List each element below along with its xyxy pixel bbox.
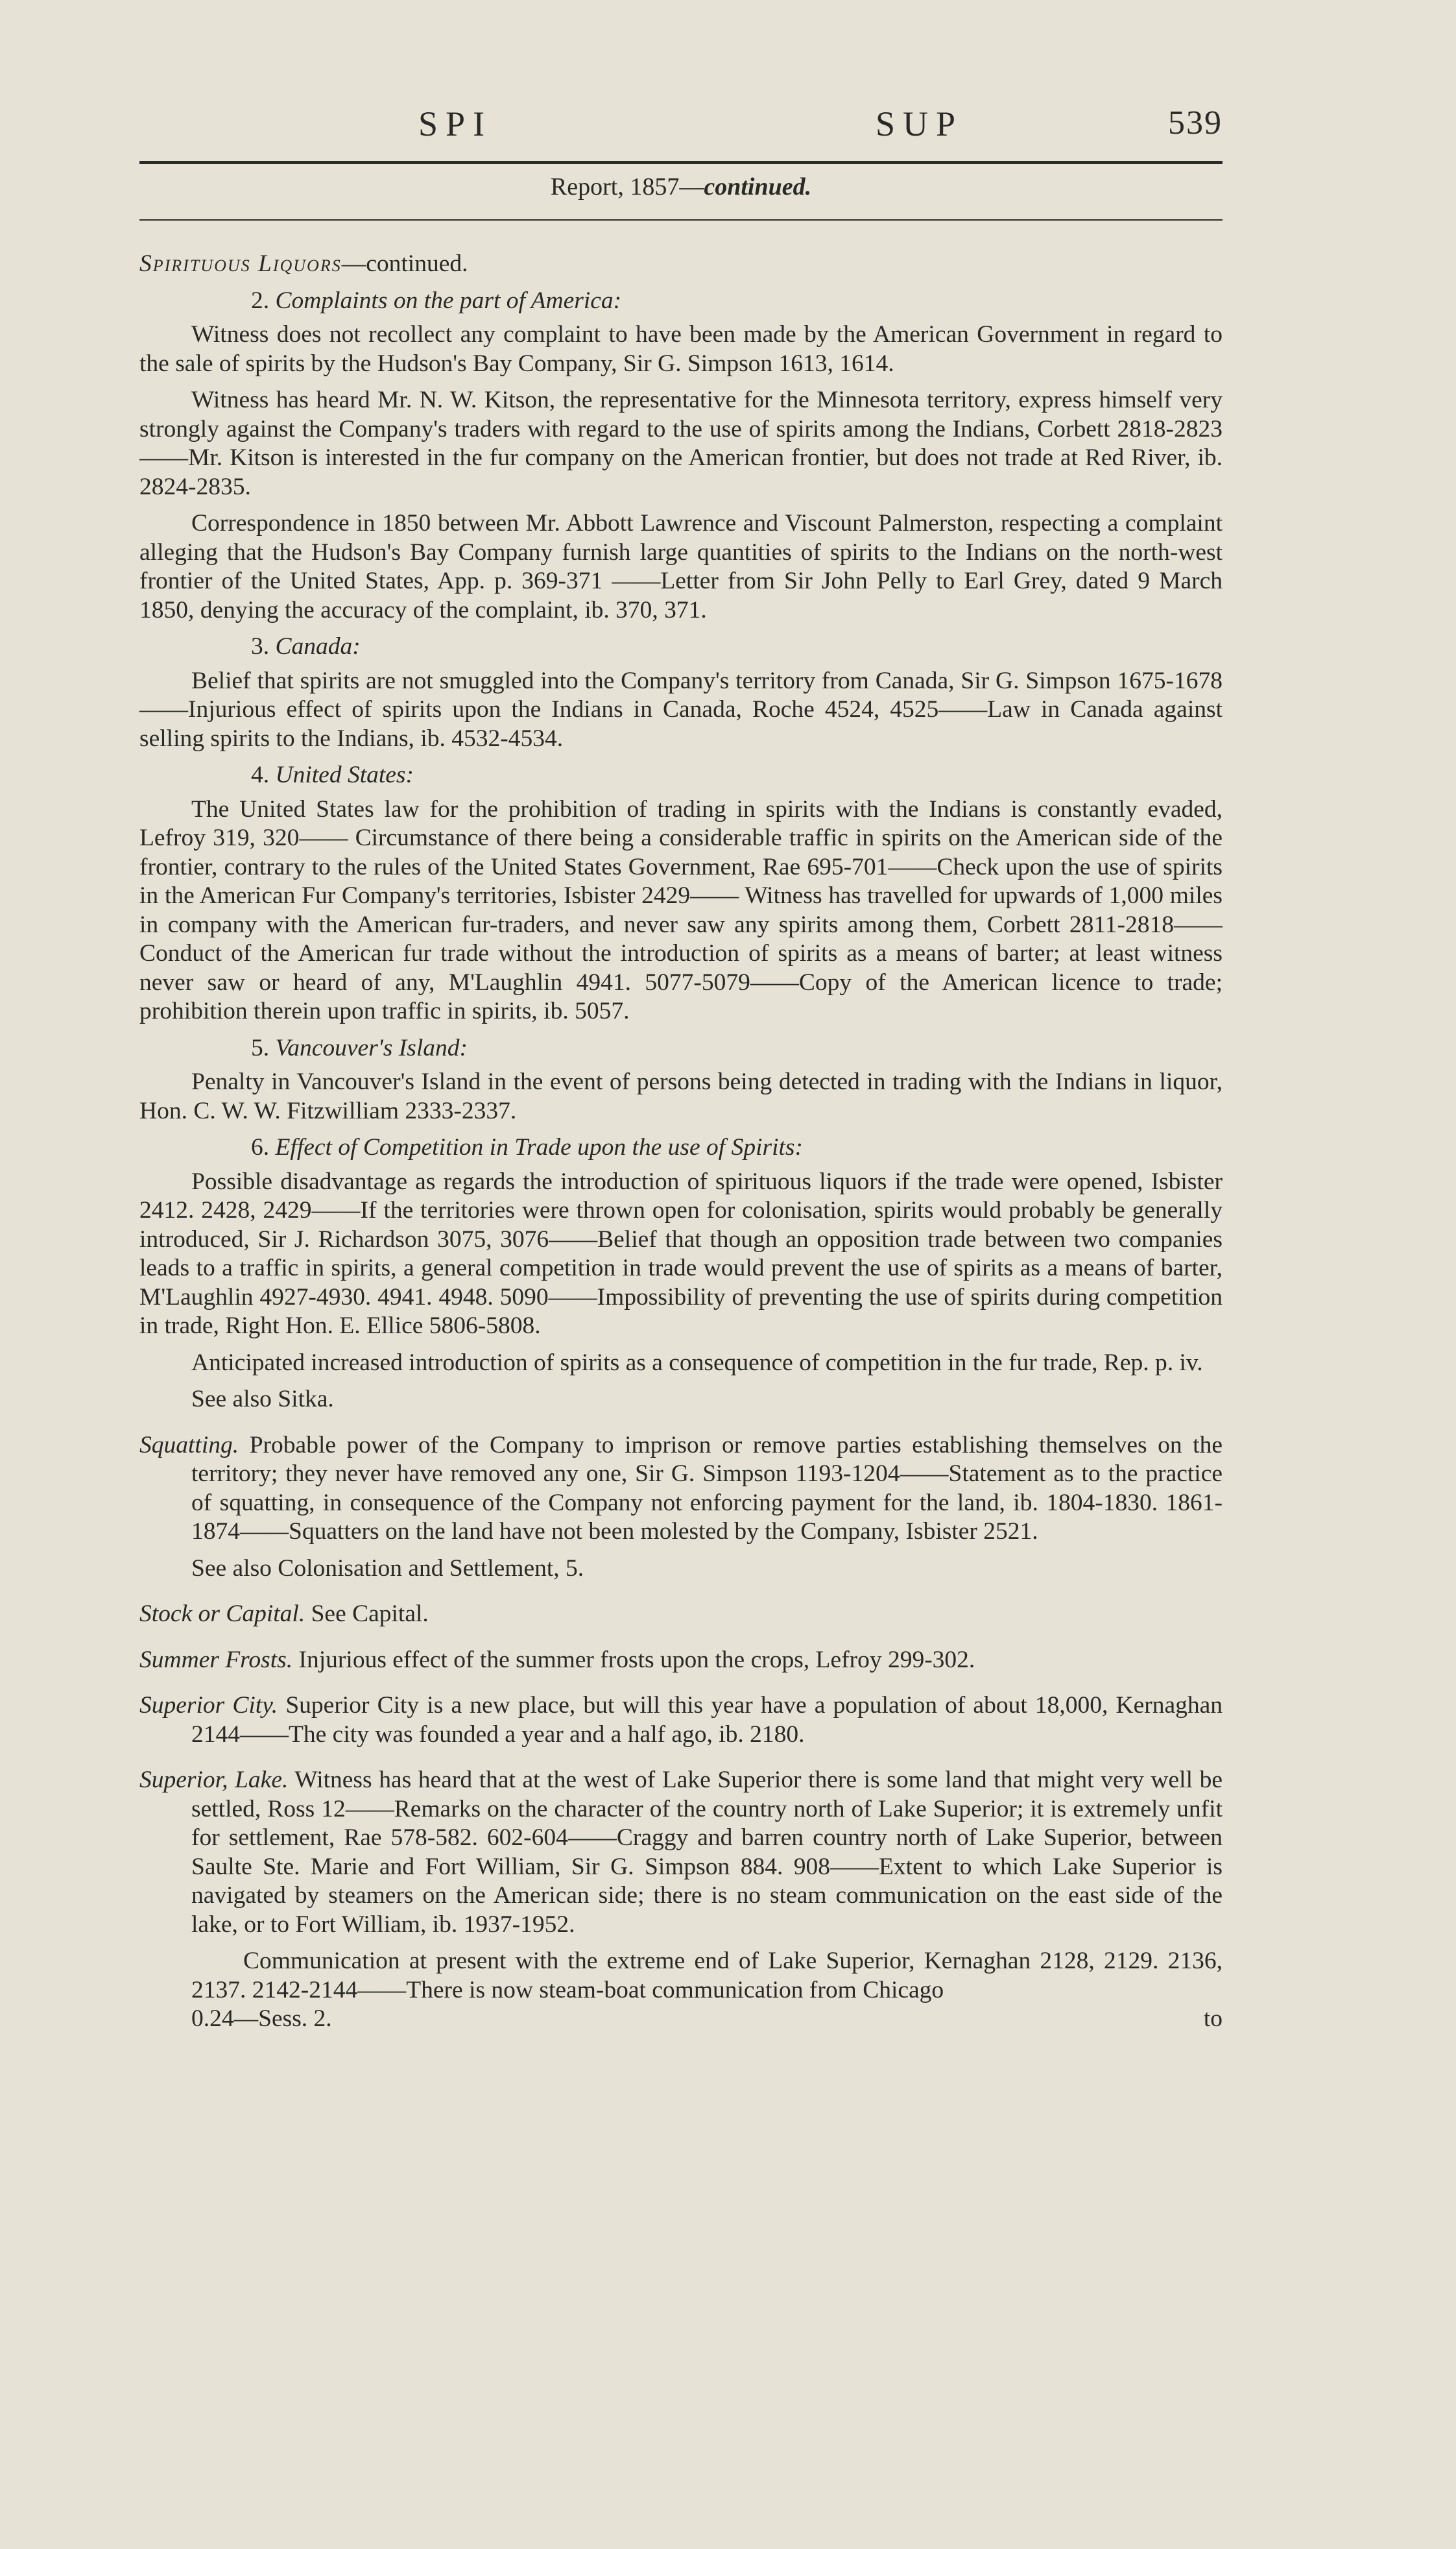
entry-text: Witness has heard that at the west of Lake Superior there is some land that might very well be settled, Ross 12——Remarks on the character of the country north of Lake Superior; it is extremely unfit for settlement, Rae 578-582. 602-604——Craggy and barren country north of Lake Superior, between Saulte Ste. Marie and Fort William, Sir G. Simpson 884. 908——Extent to which Lake Superior is navigated by steamers on the American side; there is no steam communication on the east side of the lake, or to Fort William, ib. 1937-1952. [191, 1767, 1223, 1938]
paragraph: Belief that spirits are not smuggled into the Company's territory from Canada, Sir G. Simpson 1675-1678——Injurious effect of spirits upon the Indians in Canada, Roche 4524, 4525——Law in Canada against selling spirits to the Indians, ib. 4532-4534. [139, 667, 1223, 752]
entry-squatting [139, 1431, 1223, 1547]
entry-head: Superior City. [139, 1692, 278, 1719]
entry-head: Squatting. [139, 1431, 239, 1458]
subheading-2-number: 2. [251, 287, 270, 314]
paragraph: Witness has heard Mr. N. W. Kitson, the representative for the Minnesota territory, express himself very strongly against the Company's traders with regard to the use of spirits among the Indians, Corbett 2818-2823——Mr. Kitson is interested in the fur company on the American frontier, but does not trade at Red River, ib. 2824-2835. [139, 387, 1223, 500]
see-also: See also Sitka. [191, 1386, 334, 1412]
entry-superior-lake [139, 1766, 1223, 1939]
section-continued: —continued. [341, 250, 468, 277]
entry-head: Stock or Capital. [139, 1601, 305, 1627]
subheading-2-title: Complaints on the part of America: [275, 287, 622, 314]
footer-line [139, 2005, 1223, 2034]
subheading-6-number: 6. [251, 1134, 270, 1161]
subheading-5-title: Vancouver's Island: [275, 1034, 468, 1061]
header-rule-thin [139, 219, 1223, 221]
entry-text: See Capital. [311, 1601, 429, 1627]
entry-stock [139, 1600, 1223, 1629]
entry-head: Summer Frosts. [139, 1646, 293, 1673]
see-also: See also Colonisation and Settlement, 5. [191, 1554, 584, 1582]
report-subhead-suffix: continued. [704, 173, 812, 200]
subheading-3-number: 3. [251, 633, 270, 660]
paragraph: Correspondence in 1850 between Mr. Abbott Lawrence and Viscount Palmerston, respecting a complaint alleging that the Hudson's Bay Company furnish large quantities of spirits to the Indians on the north-west frontier of the United States, App. p. 369-371 ——Letter from Sir John Pelly to Earl Grey, dated 9 March 1850, denying the accuracy of the complaint, ib. 370, 371. [139, 510, 1223, 623]
subheading-6-title: Effect of Competition in Trade upon the use of Spirits: [275, 1134, 804, 1161]
entry-head: Superior, Lake. [139, 1767, 289, 1793]
section-heading [139, 250, 1223, 279]
paragraph: Penalty in Vancouver's Island in the event of persons being detected in trading with the Indians in liquor, Hon. C. W. W. Fitzwilliam 2333-2337. [139, 1069, 1223, 1124]
running-head-center: SUP [876, 104, 964, 143]
subheading-5-number: 5. [251, 1034, 270, 1061]
subheading-4 [139, 761, 1223, 790]
report-subhead [139, 173, 1223, 201]
entry-text: Injurious effect of the summer frosts upon the crops, Lefroy 299-302. [298, 1646, 975, 1673]
subheading-6 [139, 1133, 1223, 1163]
running-head-left: SPI [418, 104, 493, 143]
header-rule-thick [139, 161, 1223, 164]
section-title: Spirituous Liquors [139, 250, 342, 277]
index-content [139, 250, 1223, 2034]
running-head [139, 104, 1223, 156]
entry-superior-city [139, 1691, 1223, 1749]
subheading-4-title: United States: [275, 762, 414, 788]
subheading-3 [139, 633, 1223, 662]
paragraph: Possible disadvantage as regards the introduction of spirituous liquors if the trade were opened, Isbister 2412. 2428, 2429——If the territories were thrown open for colonisation, spirits would probably be generally introduced, Sir J. Richardson 3075, 3076——Belief that though an opposition trade between two companies leads to a traffic in spirits, a general competition in trade would prevent the use of spirits as a means of barter, M'Laughlin 4927-4930. 4941. 4948. 5090——Impossibility of preventing the use of spirits during competition in trade, Right Hon. E. Ellice 5806-5808. [139, 1168, 1223, 1339]
subheading-3-title: Canada: [275, 633, 361, 660]
paragraph: Anticipated increased introduction of spirits as a consequence of competition in the fur trade, Rep. p. iv. [191, 1349, 1203, 1376]
entry-text: Superior City is a new place, but will this year have a population of about 18,000, Kernaghan 2144——The city was founded a year and a half ago, ib. 2180. [191, 1692, 1223, 1748]
report-subhead-prefix: Report, 1857— [550, 173, 704, 200]
entry-summer-frosts [139, 1646, 1223, 1675]
paragraph: Communication at present with the extreme end of Lake Superior, Kernaghan 2128, 2129. 2136, 2137. 2142-2144——There is now steam-boat communication from Chicago [191, 1948, 1223, 2003]
catchword: to [1203, 2005, 1223, 2032]
printer-signature: 0.24—Sess. 2. [191, 2005, 332, 2032]
entry-text: Probable power of the Company to imprison or remove parties establishing themselves on the territory; they never have removed any one, Sir G. Simpson 1193-1204——Statement as to the practice of squatting, in consequence of the Company not enforcing payment for the land, ib. 1804-1830. 1861-1874——Squatters on the land have not been molested by the Company, Isbister 2521. [191, 1431, 1223, 1545]
page-number: 539 [1168, 104, 1223, 141]
subheading-2 [139, 287, 1223, 316]
paragraph: The United States law for the prohibition of trading in spirits with the Indians is constantly evaded, Lefroy 319, 320—— Circumstance of there being a considerable traffic in spirits on the American side of the frontier, contrary to the rules of the United States Government, Rae 695-701——Check upon the use of spirits in the American Fur Company's territories, Isbister 2429—— Witness has travelled for upwards of 1,000 miles in company with the American fur-traders, and never saw any spirits among them, Corbett 2811-2818——Conduct of the American fur trade without the introduction of spirits as a means of barter; at least witness never saw or heard of any, M'Laughlin 4941. 5077-5079——Copy of the American licence to trade; prohibition therein upon traffic in spirits, ib. 5057. [139, 795, 1223, 1024]
subheading-4-number: 4. [251, 762, 270, 788]
subheading-5 [139, 1034, 1223, 1063]
paragraph: Witness does not recollect any complaint to have been made by the American Government in regard to the sale of spirits by the Hudson's Bay Company, Sir G. Simpson 1613, 1614. [139, 321, 1223, 377]
